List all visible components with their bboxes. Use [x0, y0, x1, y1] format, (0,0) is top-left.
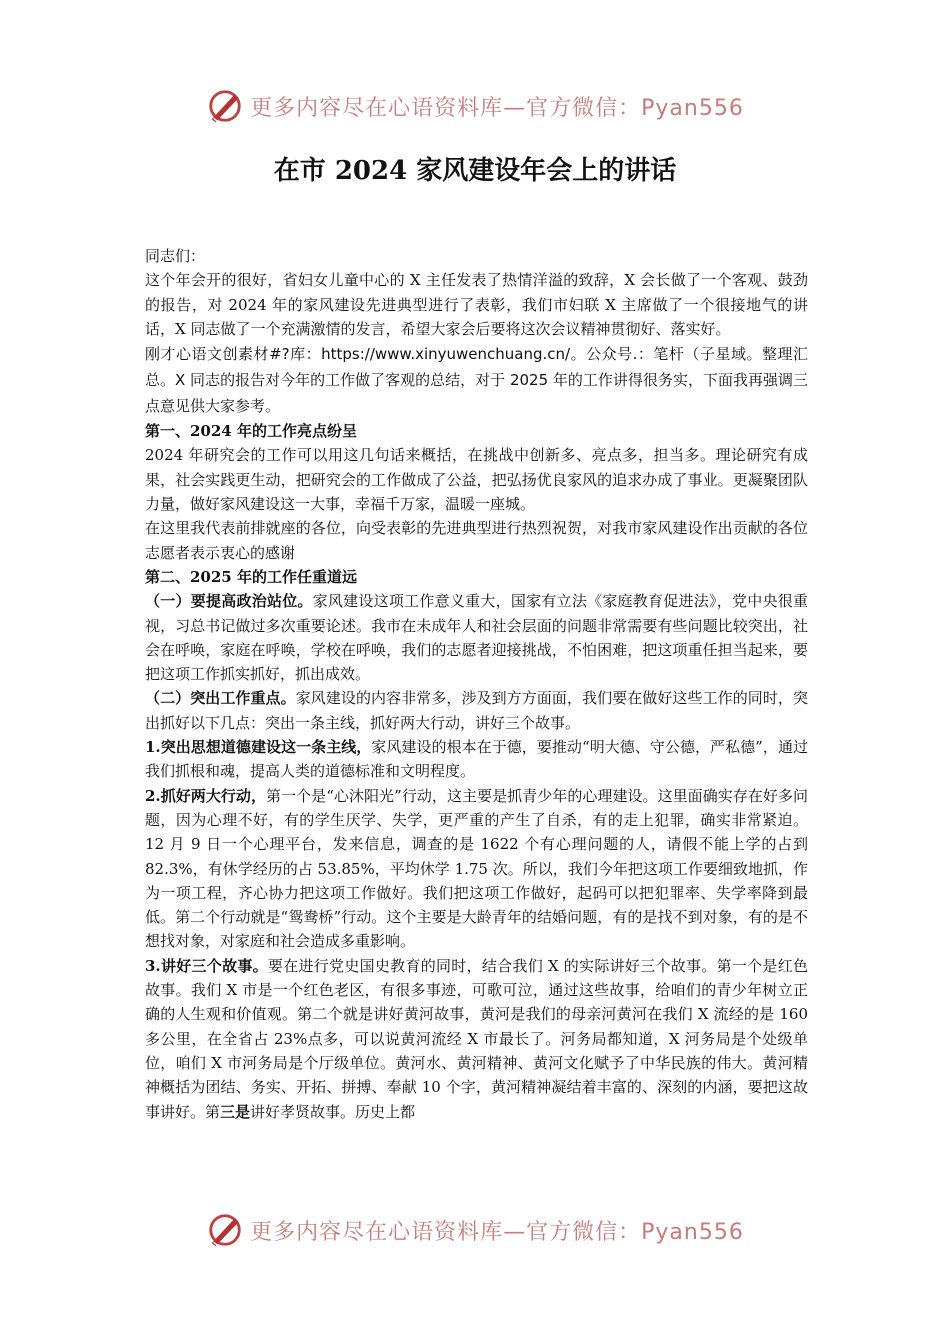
section2-item1	[145, 589, 808, 686]
item1-text: 家风建设这项工作意义重大，国家有立法《家庭教育促进法》，党中央很重视，习总书记做过多次重要论述。我市在未成年人和社会层面的问题非常需要有些问题比较突出，社会在呼唤，家庭在呼唤，学校在呼唤，我们的志愿者迎接挑战，不怕困难，把这项重任担当起来，要把这项工作抓实抓好，抓出成效。	[145, 592, 808, 684]
watermark-banner-top	[0, 84, 950, 128]
point1-text: 家风建设的根本在于德，要推动“明大德、守公德，严私德”，通过我们抓根和魂，提高人类的道德标准和文明程度。	[145, 738, 808, 781]
item1-lead: （一）要提高政治站位。	[145, 592, 313, 611]
watermark-text: 更多内容尽在心语资料库—官方微信：Pyan556	[250, 1219, 744, 1245]
pen-logo-icon	[206, 87, 244, 125]
pen-logo-icon	[206, 1211, 244, 1249]
section2-heading: 第二、2025 年的工作任重道远	[145, 567, 357, 586]
section1-heading: 第一、2024 年的工作亮点纷呈	[145, 422, 357, 441]
watermark-text: 更多内容尽在心语资料库—官方微信：Pyan556	[250, 95, 744, 121]
watermark-banner-bottom	[0, 1208, 950, 1252]
section2-point3	[145, 954, 808, 1124]
section2-point2	[145, 784, 808, 954]
point2-text: 第一个是“心沐阳光”行动，这主要是抓青少年的心理建设。这里面确实存在好多问题，因为心理不好，有的学生厌学、失学，更严重的产生了自杀，有的走上犯罪，确实非常紧迫。12 月 9 日一个心理平台，发来信息，调查的是 1622 个有心理问题的人，请假不能上学的占到 82.3%，有休学经历的占 53.85%，平均休学 1.75 次。所以，我们今年把这项工作要细致地抓，作为一项工程，齐心协力把这项工作做好。我们把这项工作做好，起码可以把犯罪率、失学率降到最低。第二个行动就是“鸳鸯桥”行动。这个主要是大龄青年的结婚问题，有的是找不到对象，有的是不想找对象，对家庭和社会造成多重影响。	[145, 786, 808, 951]
intro-paragraph: 这个年会开的很好，省妇女儿童中心的 X 主任发表了热情洋溢的致辞，X 会长做了一个客观、鼓劲的报告，对 2024 年的家风建设先进典型进行了表彰，我们市妇联 X 主席做了一个很接地气的讲话，X 同志做了一个充满激情的发言，希望大家会后要将这次会议精神贯彻好、落实好。	[145, 271, 808, 338]
item2-text: 家风建设的内容非常多，涉及到方方面面，我们要在做好这些工作的同时，突出抓好以下几点：突出一条主线，抓好两大行动，讲好三个故事。	[145, 689, 808, 732]
greeting: 同志们：	[145, 247, 206, 265]
section1-paragraph-1: 2024 年研究会的工作可以用这几句话来概括，在挑战中创新多、亮点多，担当多。理论研究有成果，社会实践更生动，把研究会的工作做成了公益，把弘扬优良家风的追求办成了事业。更凝聚团队力量，做好家风建设这一大事，幸福千万家，温暖一座城。	[145, 446, 808, 514]
point1-lead: 1.突出思想道德建设这一条主线，	[145, 738, 372, 757]
section2-point1	[145, 735, 808, 784]
item2-lead: （二）突出工作重点。	[145, 689, 296, 708]
section1-paragraph-2: 在这里我代表前排就座的各位，向受表彰的先进典型进行热烈祝贺，对我市家风建设作出贡献的各位志愿者表示衷心的感谢	[145, 519, 808, 562]
point2-lead: 2.抓好两大行动，	[145, 786, 267, 805]
point3-text-a: 要在进行党史国史教育的同时，结合我们 X 的实际讲好三个故事。第一个是红色故事。我们 X 市是一个红色老区，有很多事迹，可歌可泣，通过这些故事，给咱们的青少年树立正确的人生观和价值观。第二个就是讲好黄河故事，黄河是我们的母亲河黄河在我们 X 流经的是 160 多公里，在全省占 23%点多，可以说黄河流经 X 市最长了。河务局都知道，X 河务局是个处级单位，咱们 X 市河务局是个厅级单位。黄河水、黄河精神、黄河文化赋予了中华民族的伟大。黄河精神概括为团结、务实、开拓、拼搏、奉献 10 个字，黄河精神凝结着丰富的、深刻的内涵，要把这故事讲好。第	[145, 956, 808, 1121]
document-body	[145, 244, 808, 1124]
point3-text-b: 讲好孝贤故事。历史上都	[250, 1102, 416, 1121]
section2-item2	[145, 686, 808, 735]
point3-lead: 3.讲好三个故事。	[145, 956, 268, 975]
document-title: 在市 2024 家风建设年会上的讲话	[273, 156, 677, 186]
point3-bold-mid: 三是	[220, 1102, 251, 1121]
inserted-paragraph: 刚才心语文创素材#?库：https://www.xinyuwenchuang.cn/。公众号.：笔杆（子星域。整理汇总。X 同志的报告对今年的工作做了客观的总结，对于 2025 年的工作讲得很务实，下面我再强调三点意见供大家参考。	[145, 345, 808, 416]
